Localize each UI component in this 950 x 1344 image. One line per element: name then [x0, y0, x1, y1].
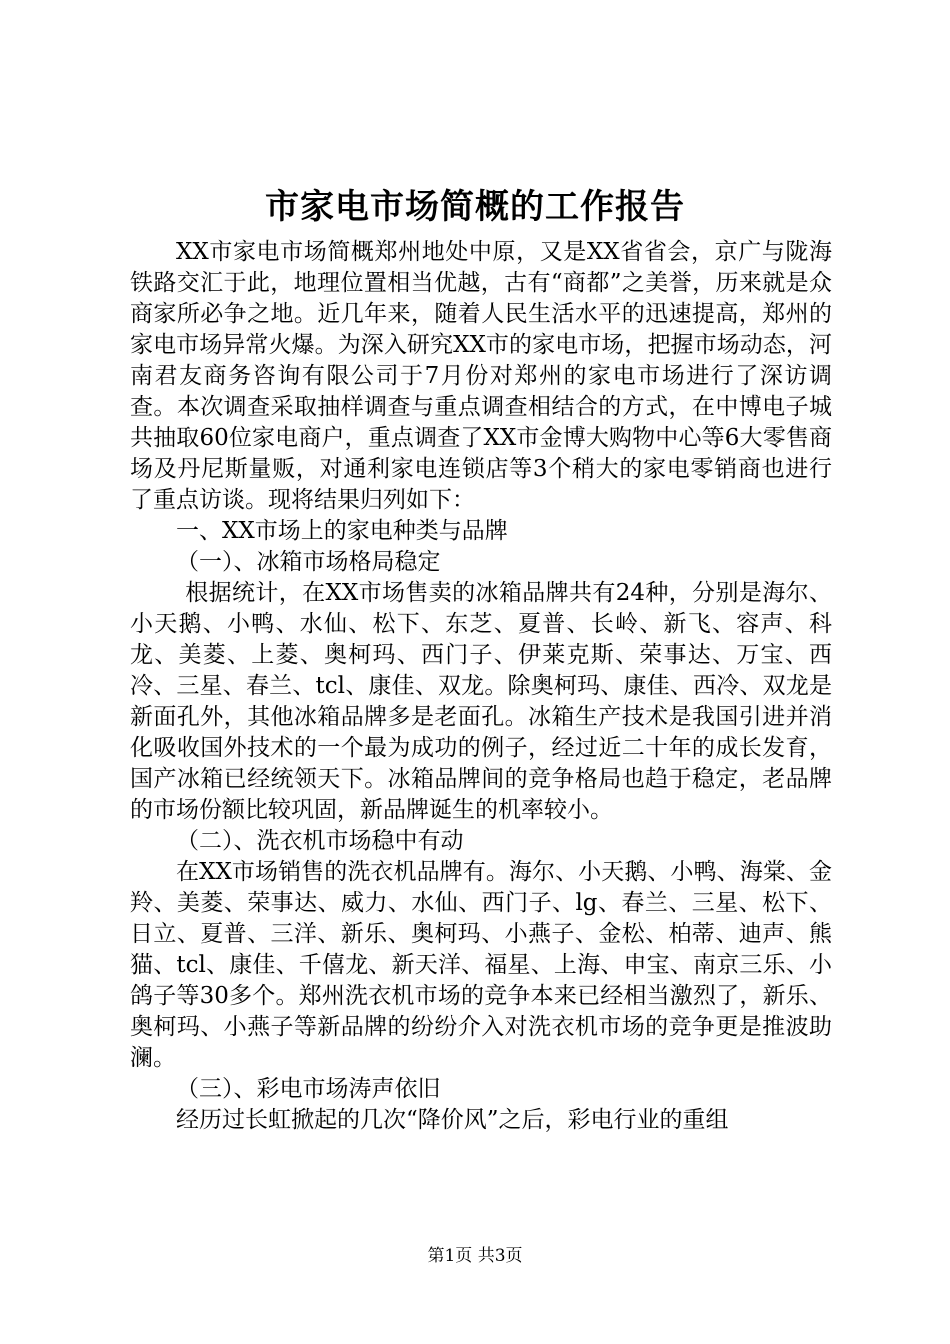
subsection-heading-washer: （二）、洗衣机市场稳中有动: [176, 828, 464, 854]
page-number-footer: 第1页 共3页: [427, 1246, 523, 1266]
document-body: [130, 237, 832, 1136]
washer-paragraph: 在XX市场销售的洗衣机品牌有。海尔、小天鹅、小鸭、海棠、金羚、美菱、荣事达、威力、水仙、西门子、lg、春兰、三星、松下、日立、夏普、三洋、新乐、奥柯玛、小燕子、金松、柏蒂、迪声、熊猫、tcl、康佳、千僖龙、新天洋、福星、上海、申宝、南京三乐、小鸽子等30多个。郑州洗衣机市场的竞争本来已经相当激烈了，新乐、奥柯玛、小燕子等新品牌的纷纷介入对洗衣机市场的竞争更是推波助澜。: [130, 859, 832, 1071]
subsection-heading-tv: （三）、彩电市场涛声依旧: [176, 1076, 441, 1102]
document-title: 市家电市场简概的工作报告: [265, 187, 685, 227]
section-heading-1: 一、XX市场上的家电种类与品牌: [176, 518, 508, 544]
intro-paragraph: XX市家电市场简概郑州地处中原，又是XX省省会，京广与陇海铁路交汇于此，地理位置相当优越，古有“商都”之美誉，历来就是众商家所必争之地。近几年来，随着人民生活水平的迅速提高，郑州的家电市场异常火爆。为深入研究XX市的家电市场，把握市场动态，河南君友商务咨询有限公司于7月份对郑州的家电市场进行了深访调查。本次调查采取抽样调查与重点调查相结合的方式，在中博电子城共抽取60位家电商户，重点调查了XX市金博大购物中心等6大零售商场及丹尼斯量贩，对通利家电连锁店等3个稍大的家电零销商也进行了重点访谈。现将结果归列如下：: [130, 239, 832, 513]
tv-paragraph: 经历过长虹掀起的几次“降价风”之后，彩电行业的重组: [176, 1107, 729, 1133]
subsection-heading-fridge: （一）、冰箱市场格局稳定: [176, 549, 441, 575]
fridge-paragraph: 根据统计，在XX市场售卖的冰箱品牌共有24种，分别是海尔、小天鹅、小鸭、水仙、松下、东芝、夏普、长岭、新飞、容声、科龙、美菱、上菱、奥柯玛、西门子、伊莱克斯、荣事达、万宝、西冷、三星、春兰、tcl、康佳、双龙。除奥柯玛、康佳、西冷、双龙是新面孔外，其他冰箱品牌多是老面孔。冰箱生产技术是我国引进并消化吸收国外技术的一个最为成功的例子，经过近二十年的成长发育，国产冰箱已经统领天下。冰箱品牌间的竞争格局也趋于稳定，老品牌的市场份额比较巩固，新品牌诞生的机率较小。: [130, 580, 832, 823]
